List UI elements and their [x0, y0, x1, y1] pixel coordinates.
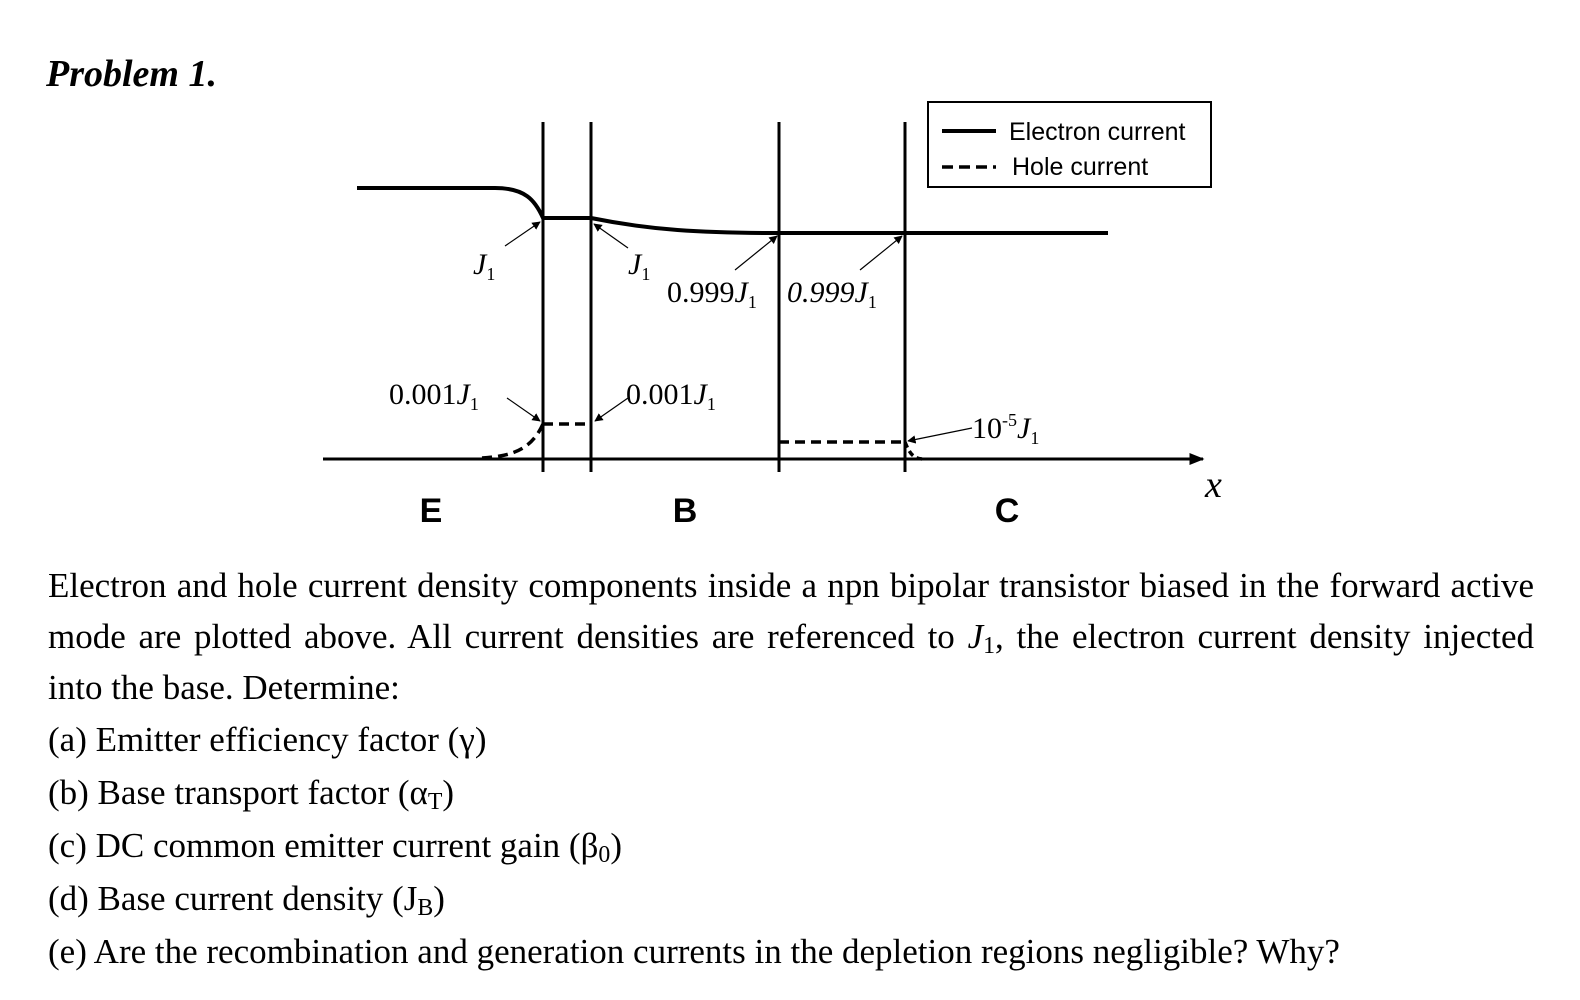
question-c: (c) DC common emitter current gain $(\beta_0)$: [48, 826, 622, 869]
label-j1-emitter: $J_1$: [473, 248, 496, 284]
question-a: (a) Emitter efficiency factor (γ): [48, 720, 487, 759]
label-j1-base: $J_1$: [628, 248, 651, 284]
label-0001-emitter: $0.001J_1$: [389, 378, 479, 414]
legend: [928, 102, 1211, 187]
label-0999-collector: $0.999J_1$: [787, 276, 877, 312]
problem-body: [48, 560, 1534, 978]
label-1e-5-collector: $10^{-5}J_1$: [972, 410, 1040, 448]
arrow-j1-base: [594, 224, 628, 248]
arrow-0001-emitter: [507, 398, 540, 421]
label-0999-base-end: $0.999J_1$: [667, 276, 757, 312]
hole-current-collector-tail: [905, 442, 922, 459]
hole-current-emitter-tail: [482, 424, 543, 458]
problem-title: Problem 1.: [46, 53, 217, 95]
question-e: (e) Are the recombination and generation currents in the depletion regions negligible? Why?: [48, 932, 1340, 971]
arrow-0999-collector: [860, 236, 902, 270]
legend-electron-label: Electron current: [1009, 118, 1186, 146]
question-list: [48, 713, 1534, 978]
arrow-1e5-collector: [908, 428, 972, 441]
arrow-0001-base: [595, 398, 628, 421]
question-b: (b) Base transport factor $(\alpha_T)$: [48, 773, 455, 816]
x-axis-label: x: [1205, 464, 1222, 506]
electron-current-curve: [357, 188, 1108, 233]
legend-hole-label: Hole current: [1012, 153, 1149, 181]
region-label-emitter: E: [419, 492, 443, 530]
arrow-j1-emitter: [505, 222, 540, 246]
label-0001-base: $0.001J_1$: [626, 378, 716, 414]
arrow-0999-base-end: [735, 236, 777, 270]
question-d: (d) Base current density $(J_B)$: [48, 879, 445, 922]
region-label-collector: C: [994, 492, 1020, 530]
region-label-base: B: [672, 492, 698, 530]
problem-description: Electron and hole current density components inside a npn bipolar transistor biased in the forward active mode are plotted above. All current densities are referenced to $J_1$, the electron current density injected into the base. Determine:: [48, 566, 1535, 707]
